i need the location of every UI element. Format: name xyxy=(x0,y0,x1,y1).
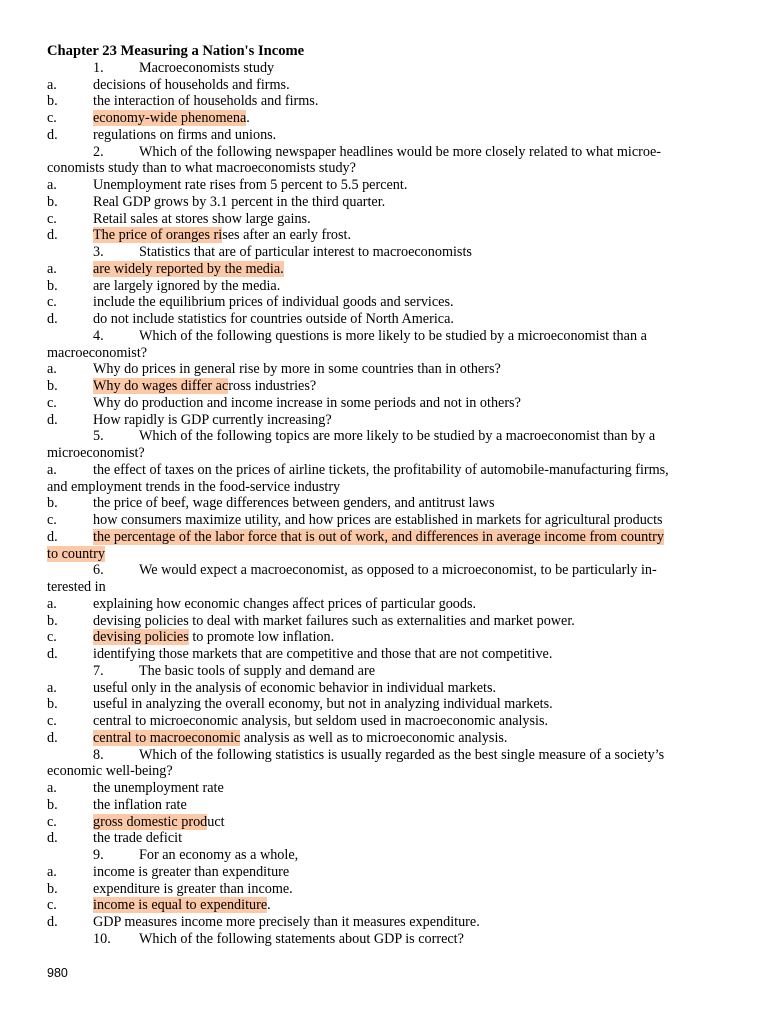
option-label: d. xyxy=(47,528,58,545)
highlighted-answer: Why do wages differ ac xyxy=(93,378,229,394)
highlighted-answer: central to macroeconomic xyxy=(93,729,241,746)
option-label: c. xyxy=(47,813,57,830)
question-number: 1. xyxy=(93,59,104,76)
option-label: c. xyxy=(47,394,57,411)
continuation-line xyxy=(47,345,727,362)
question-line xyxy=(47,144,727,161)
option-line xyxy=(47,127,727,144)
option-line xyxy=(47,914,727,931)
line-text: Which of the following topics are more likely to be studied by a macroeconomist than by a xyxy=(139,428,656,445)
line-text: Which of the following newspaper headlines would be more closely related to what microe- xyxy=(139,143,662,160)
question-line xyxy=(47,328,727,345)
question-line xyxy=(47,747,727,764)
option-label: b. xyxy=(47,277,58,294)
option-line xyxy=(47,629,727,646)
highlighted-answer: economy-wide phenomena xyxy=(93,110,247,126)
option-label: a. xyxy=(47,177,57,193)
option-line xyxy=(47,378,727,395)
option-line xyxy=(47,311,727,328)
question-number: 2. xyxy=(93,143,104,160)
option-line xyxy=(47,110,727,127)
option-line xyxy=(47,512,727,529)
line-text: Unemployment rate rises from 5 percent to 5.5 percent. xyxy=(93,177,408,193)
line-text: do not include statistics for countries outside of North America. xyxy=(93,311,454,327)
option-line xyxy=(47,77,727,94)
line-text: and employment trends in the food-service industry xyxy=(47,478,341,495)
option-label: a. xyxy=(47,260,57,277)
option-line xyxy=(47,881,727,898)
question-line xyxy=(47,60,727,77)
question-number: 10. xyxy=(93,930,111,947)
line-text: The basic tools of supply and demand are xyxy=(139,662,375,679)
question-number: 6. xyxy=(93,562,104,579)
option-line xyxy=(47,780,727,797)
option-label: b. xyxy=(47,93,58,110)
option-line xyxy=(47,596,727,613)
option-label: c. xyxy=(47,110,57,126)
option-line xyxy=(47,646,727,663)
option-line xyxy=(47,462,727,479)
highlighted-answer: The price of oranges ri xyxy=(93,227,223,244)
option-label: b. xyxy=(47,495,58,512)
option-line xyxy=(47,194,727,211)
question-line xyxy=(47,847,727,864)
line-text: Which of the following statements about GDP is correct? xyxy=(139,930,464,947)
line-text: Which of the following questions is more likely to be studied by a microeconomist than a xyxy=(139,327,647,344)
continuation-line xyxy=(47,579,727,596)
line-text: Which of the following statistics is usually regarded as the best single measure of a society’s xyxy=(139,746,665,763)
option-line xyxy=(47,227,727,244)
line-text: . xyxy=(246,110,250,126)
line-text: central to microeconomic analysis, but seldom used in macroeconomic analysis. xyxy=(93,713,549,729)
option-label: b. xyxy=(47,696,58,713)
option-label: c. xyxy=(47,512,57,528)
option-line xyxy=(47,361,727,378)
question-number: 3. xyxy=(93,244,104,260)
line-text: Real GDP grows by 3.1 percent in the third quarter. xyxy=(93,193,386,210)
highlighted-answer: to country xyxy=(47,545,105,562)
line-text: explaining how economic changes affect prices of particular goods. xyxy=(93,595,477,612)
option-label: d. xyxy=(47,729,58,746)
line-text: income is greater than expenditure xyxy=(93,863,290,880)
question-number: 4. xyxy=(93,327,104,344)
line-text: We would expect a macroeconomist, as opposed to a microeconomist, to be particularly in- xyxy=(139,562,657,579)
continuation-line xyxy=(47,763,727,780)
line-text: the price of beef, wage differences between genders, and antitrust laws xyxy=(93,495,495,512)
option-line xyxy=(47,730,727,747)
line-text: to promote low inflation. xyxy=(188,629,335,646)
option-line xyxy=(47,696,727,713)
option-line xyxy=(47,177,727,194)
question-number: 9. xyxy=(93,847,104,863)
question-line xyxy=(47,244,727,261)
line-text: ross industries? xyxy=(228,378,317,394)
option-line xyxy=(47,495,727,512)
option-label: d. xyxy=(47,830,58,847)
highlighted-answer: are widely reported by the media. xyxy=(93,260,284,277)
line-text: macroeconomist? xyxy=(47,344,148,361)
question-number: 5. xyxy=(93,428,104,445)
option-label: a. xyxy=(47,780,57,796)
option-label: a. xyxy=(47,595,57,612)
option-label: a. xyxy=(47,679,57,696)
line-text: For an economy as a whole, xyxy=(139,847,299,863)
option-line xyxy=(47,864,727,881)
option-line xyxy=(47,680,727,697)
line-text: include the equilibrium prices of individual goods and services. xyxy=(93,294,454,311)
question-number: 7. xyxy=(93,662,104,679)
option-label: b. xyxy=(47,880,58,897)
line-text: are largely ignored by the media. xyxy=(93,277,281,294)
option-label: d. xyxy=(47,227,58,244)
option-label: c. xyxy=(47,713,57,729)
option-label: c. xyxy=(47,294,57,311)
option-label: d. xyxy=(47,411,58,428)
line-text: decisions of households and firms. xyxy=(93,76,290,93)
line-text: devising policies to deal with market failures such as externalities and market power. xyxy=(93,612,575,629)
option-line xyxy=(47,395,727,412)
option-line xyxy=(47,93,727,110)
continuation-line xyxy=(47,546,727,563)
option-line xyxy=(47,797,727,814)
line-text: expenditure is greater than income. xyxy=(93,880,293,897)
option-label: d. xyxy=(47,311,58,327)
line-text: useful only in the analysis of economic behavior in individual markets. xyxy=(93,679,497,696)
line-text: conomists study than to what macroeconomists study? xyxy=(47,160,356,177)
option-line xyxy=(47,211,727,228)
option-label: d. xyxy=(47,914,58,930)
question-line xyxy=(47,562,727,579)
line-text: the unemployment rate xyxy=(93,780,224,796)
line-text: Why do production and income increase in some periods and not in others? xyxy=(93,394,521,411)
line-text: identifying those markets that are competitive and those that are not competitive. xyxy=(93,646,553,662)
option-label: c. xyxy=(47,629,57,646)
line-text: . xyxy=(267,897,271,914)
highlighted-answer: income is equal to expenditure xyxy=(93,897,268,914)
page-number: 980 xyxy=(47,966,68,980)
option-label: a. xyxy=(47,863,57,880)
option-label: a. xyxy=(47,76,57,93)
line-text: How rapidly is GDP currently increasing? xyxy=(93,411,332,428)
option-line xyxy=(47,814,727,831)
option-line xyxy=(47,278,727,295)
continuation-line xyxy=(47,160,727,177)
option-line xyxy=(47,713,727,730)
line-text: economic well-being? xyxy=(47,763,173,780)
line-text: uct xyxy=(207,813,225,830)
line-text: the trade deficit xyxy=(93,830,183,847)
continuation-line xyxy=(47,479,727,496)
line-text: the interaction of households and firms. xyxy=(93,93,319,110)
highlighted-answer: devising policies xyxy=(93,629,189,646)
option-line xyxy=(47,897,727,914)
question-line xyxy=(47,428,727,445)
option-label: b. xyxy=(47,378,58,394)
option-label: b. xyxy=(47,193,58,210)
line-text: the inflation rate xyxy=(93,796,187,813)
option-line xyxy=(47,529,727,546)
option-line xyxy=(47,412,727,429)
option-label: d. xyxy=(47,646,58,662)
question-line xyxy=(47,663,727,680)
question-number: 8. xyxy=(93,746,104,763)
line-text: useful in analyzing the overall economy, but not in analyzing individual markets. xyxy=(93,696,553,713)
line-text: ses after an early frost. xyxy=(222,227,352,244)
line-text: GDP measures income more precisely than it measures expenditure. xyxy=(93,914,480,930)
option-label: b. xyxy=(47,612,58,629)
option-line xyxy=(47,613,727,630)
line-text: how consumers maximize utility, and how prices are established in markets for agricultural products xyxy=(93,512,663,528)
line-text: Statistics that are of particular interest to macroeconomists xyxy=(139,244,472,260)
line-text: Why do prices in general rise by more in some countries than in others? xyxy=(93,361,501,378)
line-text: regulations on firms and unions. xyxy=(93,126,277,143)
option-label: c. xyxy=(47,210,57,227)
option-line xyxy=(47,830,727,847)
line-text: analysis as well as to microeconomic analysis. xyxy=(240,729,508,746)
option-line xyxy=(47,294,727,311)
question-list xyxy=(47,60,727,948)
line-text: microeconomist? xyxy=(47,445,145,461)
question-line xyxy=(47,931,727,948)
option-label: a. xyxy=(47,461,57,478)
highlighted-answer: gross domestic prod xyxy=(93,813,208,830)
option-label: c. xyxy=(47,897,57,914)
highlighted-answer: the percentage of the labor force that is out of work, and differences in average income from country xyxy=(93,528,664,545)
continuation-line xyxy=(47,445,727,462)
chapter-title: Chapter 23 Measuring a Nation's Income xyxy=(47,43,305,59)
line-text: Retail sales at stores show large gains. xyxy=(93,210,311,227)
option-label: a. xyxy=(47,361,57,378)
line-text: the effect of taxes on the prices of airline tickets, the profitability of automobile-manufacturing firms, xyxy=(93,461,669,478)
option-line xyxy=(47,261,727,278)
line-text: terested in xyxy=(47,579,106,595)
line-text: Macroeconomists study xyxy=(139,59,275,76)
option-label: d. xyxy=(47,126,58,143)
option-label: b. xyxy=(47,796,58,813)
document-page xyxy=(47,43,727,948)
